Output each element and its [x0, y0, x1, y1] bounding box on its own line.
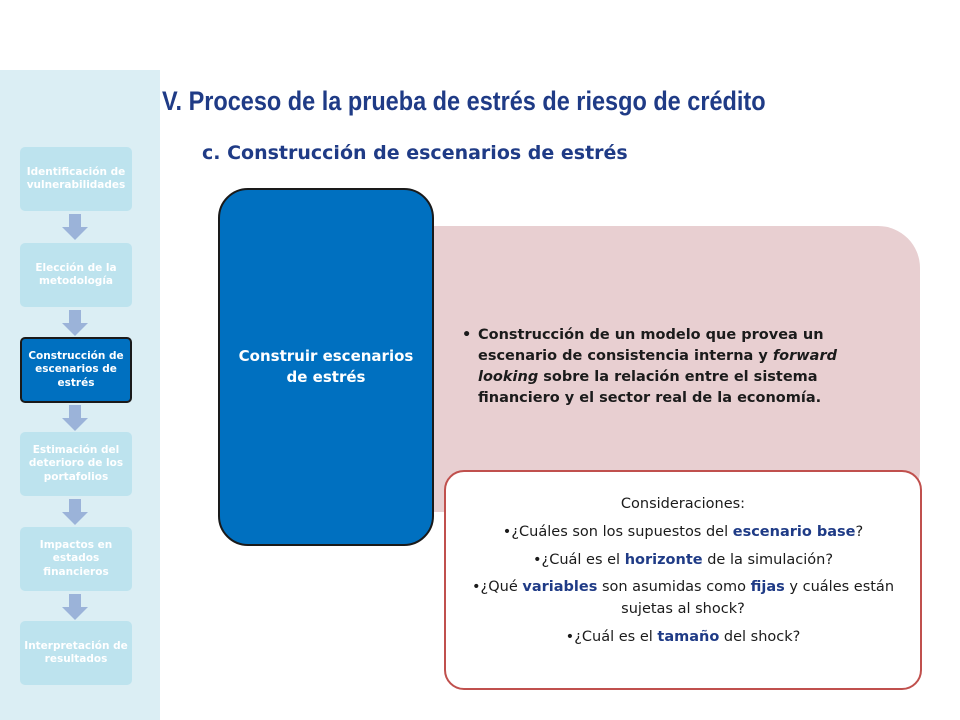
page-title: V. Proceso de la prueba de estrés de riesgo de crédito — [162, 86, 766, 116]
bullet-icon: • — [462, 327, 472, 343]
arrow-down-icon — [62, 594, 88, 620]
step-label: Estimación del deterioro de los portafolios — [28, 444, 124, 483]
considerations-box — [444, 470, 922, 690]
bullet-text-2: sobre la relación entre el sistema financiero y el sector real de la economía. — [478, 369, 822, 407]
arrow-down-icon — [62, 310, 88, 336]
step-identificacion[interactable] — [20, 147, 132, 211]
step-label: Identificación de vulnerabilidades — [26, 165, 126, 191]
step-construccion[interactable] — [20, 337, 132, 403]
step-eleccion[interactable] — [20, 243, 132, 307]
step-label: Impactos en estados financieros — [39, 539, 113, 578]
step-interpretacion[interactable] — [20, 621, 132, 685]
arrow-down-icon — [62, 499, 88, 525]
stage-box — [218, 188, 434, 546]
step-label: Elección de la metodología — [35, 261, 117, 287]
consideration-item: •¿Cuáles son los supuestos del escenario base? — [502, 523, 864, 540]
consideration-item: •¿Cuál es el tamaño del shock? — [565, 628, 801, 645]
step-impactos[interactable] — [20, 527, 132, 591]
step-label: Construcción de escenarios de estrés — [28, 350, 124, 389]
description-bullet — [462, 325, 896, 409]
section-subtitle: c. Construcción de escenarios de estrés — [202, 142, 628, 164]
arrow-down-icon — [62, 214, 88, 240]
bullet-text-1: Construcción de un modelo que provea un escenario de consistencia interna y — [478, 327, 824, 365]
step-estimacion[interactable] — [20, 432, 132, 496]
arrow-down-icon — [62, 405, 88, 431]
step-label: Interpretación de resultados — [24, 639, 128, 665]
consideration-item: •¿Cuál es el horizonte de la simulación? — [532, 551, 834, 568]
stage-label: Construir escenarios de estrés — [238, 347, 414, 386]
consideration-item: •¿Qué variables son asumidas como fijas y cuáles están sujetas al shock? — [471, 579, 895, 617]
considerations-heading: Consideraciones: — [620, 496, 746, 512]
bullet-italic: forward looking — [478, 348, 837, 386]
